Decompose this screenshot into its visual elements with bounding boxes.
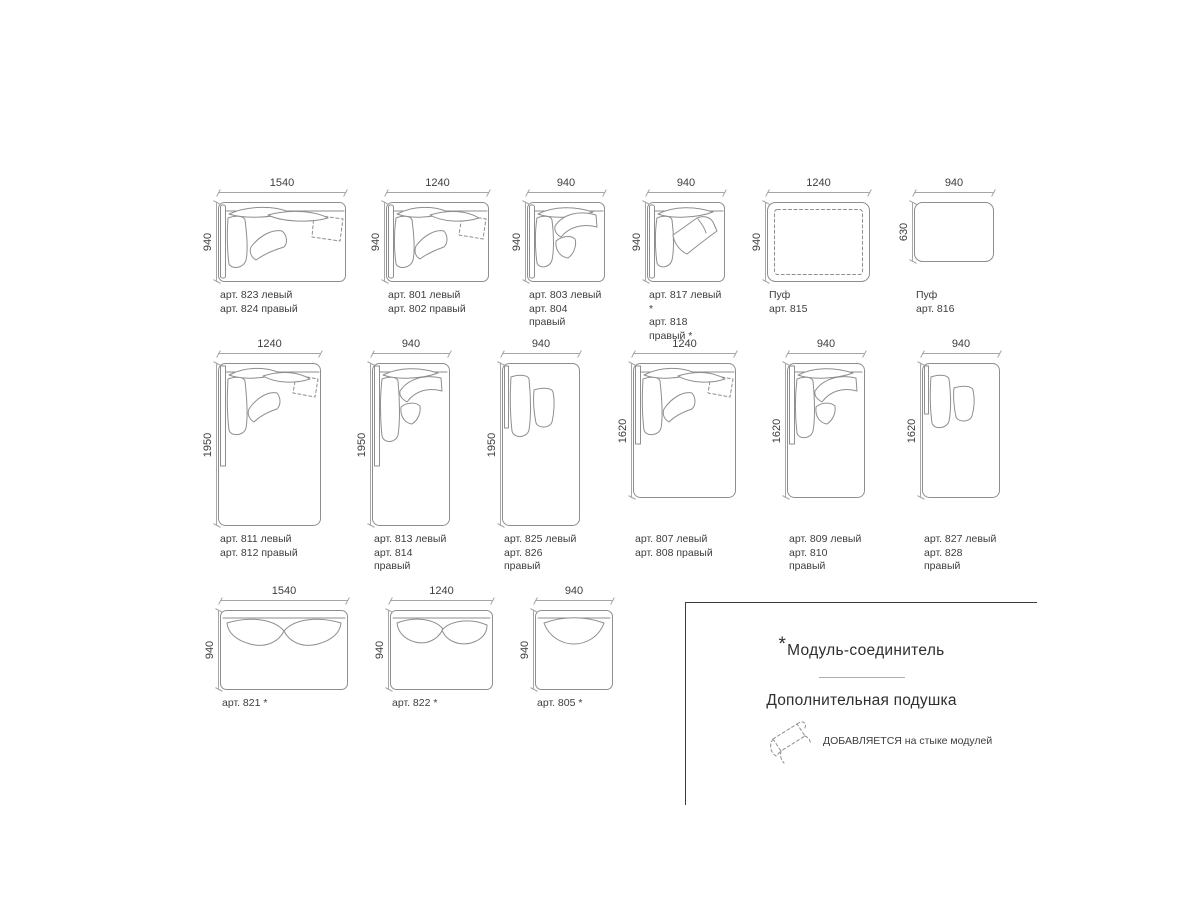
width-value: 940	[401, 338, 421, 350]
width-dimension	[220, 586, 348, 601]
pouf-sketch	[914, 202, 994, 262]
height-dimension	[899, 202, 913, 262]
height-value: 940	[631, 232, 643, 252]
article-label	[916, 289, 994, 316]
extra-pillow-note-row	[764, 716, 1037, 766]
module-card-813	[354, 339, 450, 574]
width-dimension-line	[372, 353, 450, 354]
height-dimension	[772, 363, 786, 498]
height-value: 940	[751, 232, 763, 252]
sofa-top-view-sketch	[527, 202, 605, 282]
article-line: арт. 814 правый	[374, 546, 413, 572]
width-dimension	[914, 178, 994, 193]
article-label	[924, 533, 1000, 574]
article-label	[220, 533, 321, 560]
height-value: 1620	[906, 418, 918, 443]
width-value: 1240	[806, 177, 831, 189]
height-dimension	[618, 363, 632, 498]
height-dimension-line	[912, 202, 913, 262]
width-dimension	[633, 339, 736, 354]
height-dimension	[371, 202, 385, 282]
width-value: 1240	[429, 585, 454, 597]
height-dimension-line	[500, 363, 501, 526]
width-value: 940	[944, 177, 964, 189]
width-dimension-line	[386, 192, 489, 193]
article-line: Пуф	[916, 289, 938, 301]
width-dimension-line	[218, 192, 346, 193]
dashed-cushion-icon	[764, 716, 814, 766]
article-line: арт. 813 левый	[374, 533, 447, 545]
article-label	[220, 289, 346, 316]
height-dimension	[520, 610, 534, 690]
article-line: арт. 823 левый	[220, 289, 293, 301]
width-value: 1540	[269, 177, 295, 189]
module-card-816	[896, 178, 994, 316]
article-line: арт. 821 *	[222, 697, 268, 709]
width-dimension-line	[502, 353, 580, 354]
sofa-top-view-sketch	[647, 202, 725, 282]
width-dimension	[386, 178, 489, 193]
height-dimension-line	[384, 202, 385, 282]
sofa-top-view-sketch	[372, 363, 450, 526]
extra-pillow-note: ДОБАВЛЯЕТСЯ на стыке модулей	[823, 735, 993, 747]
module-card-801	[368, 178, 489, 316]
sofa-top-view-sketch	[386, 202, 489, 282]
width-dimension-line	[914, 192, 994, 193]
back-module-sketch	[535, 610, 613, 690]
article-line: арт. 826 правый	[504, 546, 543, 572]
height-dimension-line	[218, 610, 219, 690]
height-value: 1950	[202, 432, 214, 457]
height-dimension	[512, 202, 526, 282]
height-value: 940	[374, 640, 386, 660]
article-line: арт. 827 левый	[924, 533, 997, 545]
connector-label: Модуль-соединитель	[787, 642, 945, 659]
pouf-sketch	[767, 202, 870, 282]
width-dimension-line	[220, 600, 348, 601]
article-line: арт. 818 правый *	[649, 316, 693, 342]
article-line: арт. 807 левый	[635, 533, 708, 545]
article-line: арт. 815	[769, 302, 808, 315]
article-line: арт. 825 левый	[504, 533, 577, 545]
width-dimension	[647, 178, 725, 193]
article-label	[222, 697, 348, 711]
height-dimension-line	[631, 363, 632, 498]
height-dimension-line	[525, 202, 526, 282]
width-value: 940	[816, 338, 836, 350]
width-dimension-line	[922, 353, 1000, 354]
sofa-top-view-sketch	[502, 363, 580, 526]
article-line: арт. 803 левый	[529, 289, 602, 301]
article-line: арт. 811 левый	[220, 533, 292, 545]
height-dimension	[487, 363, 501, 526]
height-dimension	[752, 202, 766, 282]
width-dimension-line	[535, 600, 613, 601]
height-dimension	[203, 363, 217, 526]
module-card-827	[904, 339, 1000, 574]
width-dimension	[922, 339, 1000, 354]
article-line: арт. 801 левый	[388, 289, 461, 301]
height-dimension-line	[533, 610, 534, 690]
height-dimension-line	[765, 202, 766, 282]
height-dimension	[375, 610, 389, 690]
height-dimension-line	[216, 363, 217, 526]
module-card-807	[615, 339, 736, 560]
height-dimension	[357, 363, 371, 526]
module-card-811	[200, 339, 321, 560]
width-dimension	[218, 178, 346, 193]
width-dimension	[390, 586, 493, 601]
width-value: 940	[556, 177, 576, 189]
height-dimension-line	[370, 363, 371, 526]
width-dimension-line	[633, 353, 736, 354]
article-label	[504, 533, 580, 574]
sofa-top-view-sketch	[922, 363, 1000, 498]
article-label	[529, 289, 605, 330]
sofa-top-view-sketch	[633, 363, 736, 498]
module-card-821	[202, 586, 348, 711]
back-module-sketch	[220, 610, 348, 690]
article-label	[635, 533, 736, 560]
height-value: 940	[511, 232, 523, 252]
height-value: 940	[370, 232, 382, 252]
article-line: арт. 802 правый	[388, 302, 466, 315]
width-value: 1540	[271, 585, 297, 597]
article-line: арт. 828 правый	[924, 546, 963, 572]
width-dimension	[502, 339, 580, 354]
width-dimension	[787, 339, 865, 354]
module-card-803	[509, 178, 605, 330]
article-label	[374, 533, 450, 574]
module-card-825	[484, 339, 580, 574]
width-value: 1240	[257, 338, 282, 350]
asterisk-mark: *	[778, 634, 787, 655]
width-value: 940	[951, 338, 971, 350]
module-card-809	[769, 339, 865, 574]
sofa-top-view-sketch	[218, 202, 346, 282]
article-line: арт. 809 левый	[789, 533, 862, 545]
article-line: Пуф	[769, 289, 791, 301]
article-line: арт. 810 правый	[789, 546, 828, 572]
article-line: арт. 822 *	[392, 697, 438, 709]
width-value: 940	[531, 338, 551, 350]
height-dimension	[907, 363, 921, 498]
sofa-top-view-sketch	[218, 363, 321, 526]
width-value: 940	[676, 177, 696, 189]
height-value: 1950	[356, 432, 368, 457]
legend-panel	[685, 602, 1037, 805]
width-dimension-line	[787, 353, 865, 354]
height-value: 1620	[771, 418, 783, 443]
width-dimension-line	[390, 600, 493, 601]
article-line: арт. 805 *	[537, 697, 583, 709]
height-value: 1620	[617, 418, 629, 443]
height-value: 940	[204, 640, 216, 660]
width-dimension-line	[647, 192, 725, 193]
width-dimension-line	[527, 192, 605, 193]
height-dimension-line	[388, 610, 389, 690]
article-label	[537, 697, 613, 711]
article-label	[789, 533, 865, 574]
height-dimension-line	[920, 363, 921, 498]
article-label	[388, 289, 489, 316]
width-dimension-line	[218, 353, 321, 354]
height-dimension-line	[785, 363, 786, 498]
article-label	[769, 289, 870, 316]
article-line: арт. 816	[916, 302, 955, 315]
height-dimension	[205, 610, 219, 690]
width-dimension-line	[767, 192, 870, 193]
width-dimension	[372, 339, 450, 354]
height-value: 940	[202, 232, 214, 252]
module-card-805	[517, 586, 613, 711]
height-dimension-line	[216, 202, 217, 282]
legend-divider	[819, 677, 905, 678]
sofa-top-view-sketch	[787, 363, 865, 498]
article-line: арт. 804 правый	[529, 302, 568, 328]
back-module-sketch	[390, 610, 493, 690]
article-label	[649, 289, 725, 343]
width-dimension	[535, 586, 613, 601]
width-dimension	[767, 178, 870, 193]
height-dimension-line	[645, 202, 646, 282]
width-value: 940	[564, 585, 584, 597]
height-value: 1950	[486, 432, 498, 457]
width-value: 1240	[425, 177, 450, 189]
article-line: арт. 808 правый	[635, 546, 713, 559]
width-value: 1240	[672, 338, 697, 350]
module-card-823	[200, 178, 346, 316]
extra-pillow-label: Дополнительная подушка	[766, 692, 957, 709]
module-card-822	[372, 586, 493, 711]
width-dimension	[527, 178, 605, 193]
connector-legend	[686, 634, 1037, 660]
width-dimension	[218, 339, 321, 354]
article-label	[392, 697, 493, 711]
height-value: 630	[898, 222, 910, 242]
article-line: арт. 817 левый *	[649, 289, 722, 315]
module-card-815	[749, 178, 870, 316]
height-dimension	[632, 202, 646, 282]
height-value: 940	[519, 640, 531, 660]
article-line: арт. 824 правый	[220, 302, 298, 315]
module-card-817	[629, 178, 725, 343]
height-dimension	[203, 202, 217, 282]
article-line: арт. 812 правый	[220, 546, 298, 559]
